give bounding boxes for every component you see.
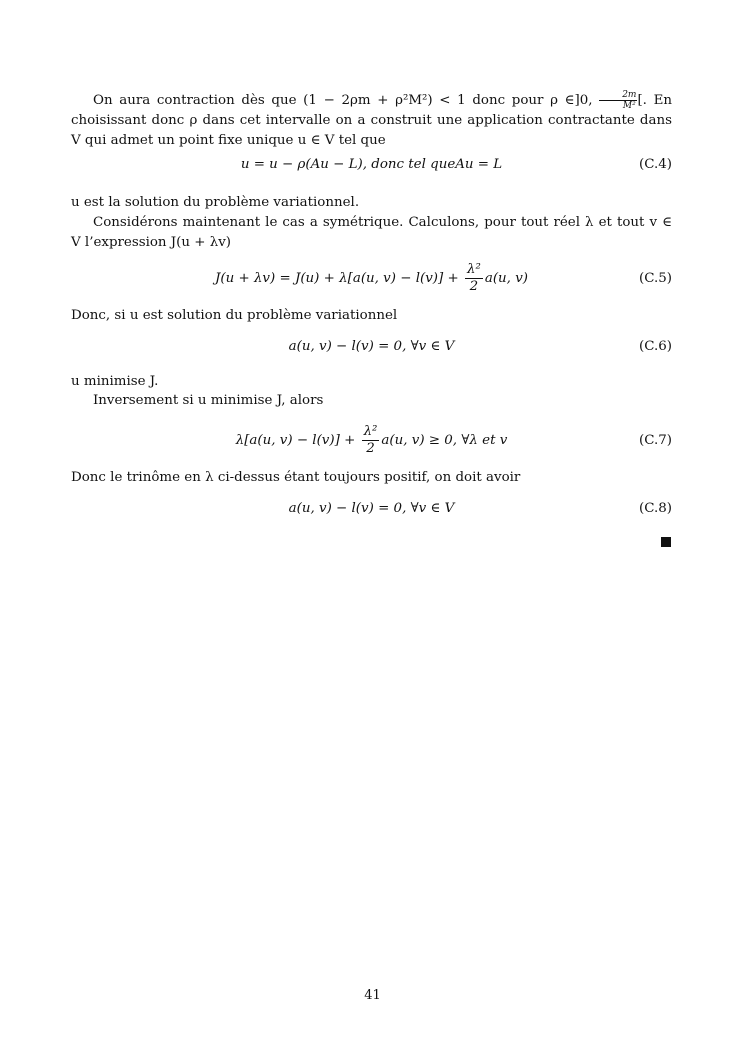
inline-fraction-2m-over-M2 [599, 90, 637, 111]
equation-c4 [71, 157, 672, 183]
equation-c7-fraction-denominator: 2 [366, 441, 375, 456]
paragraph-solution [71, 193, 672, 213]
equation-c4-formula: u = u − ρ(Au − L), donc tel queAu = L [240, 157, 503, 172]
equation-c5-left: J(u + λv) = J(u) + λ[a(u, v) − l(v)] + [215, 271, 459, 286]
equation-c7-left: λ[a(u, v) − l(v)] + [235, 433, 356, 448]
equation-c5 [71, 262, 672, 296]
page-number: 41 [364, 988, 381, 1003]
paragraph-symmetric-text: Considérons maintenant le cas a symétrique. Calculons, pour tout réel λ et tout v ∈ V l’expression J(u + λv) [71, 215, 672, 250]
inline-fraction-denominator: M² [622, 101, 636, 111]
equation-c6-formula: a(u, v) − l(v) = 0, ∀v ∈ V [288, 339, 455, 354]
paragraph-solution-text: u est la solution du problème variationnel. [71, 195, 360, 210]
equation-c8-formula: a(u, v) − l(v) = 0, ∀v ∈ V [288, 501, 455, 516]
paragraph-minimise-text: u minimise J. [71, 374, 159, 389]
equation-c6-number: (C.6) [639, 339, 672, 354]
equation-c4-number: (C.4) [639, 157, 672, 172]
paragraph-trinome-text: Donc le trinôme en λ ci-dessus étant toujours positif, on doit avoir [71, 470, 521, 485]
inline-fraction-numerator: 2m [599, 90, 637, 101]
equation-c8 [71, 501, 672, 527]
paragraph-minimise [71, 372, 672, 392]
paragraph-contraction-part-a: On aura contraction dès que (1 − 2ρm + ρ²M²) < 1 donc pour ρ ∈]0, [93, 93, 593, 108]
paragraph-contraction-part-b: [. En choisissant donc ρ dans cet intervalle on a construit une application contractante dans V qui admet un point fixe unique u ∈ V tel que [71, 93, 672, 148]
paragraph-conversely [71, 391, 672, 411]
equation-c8-number: (C.8) [639, 501, 672, 516]
equation-c5-number: (C.5) [639, 271, 672, 286]
paragraph-conversely-text: Inversement si u minimise J, alors [93, 393, 324, 408]
equation-c7-right: a(u, v) ≥ 0, ∀λ et v [381, 433, 508, 448]
equation-c5-fraction-numerator: λ² [466, 262, 481, 277]
paragraph-if-solution-text: Donc, si u est solution du problème variationnel [71, 308, 398, 323]
paragraph-if-solution [71, 306, 672, 326]
qed-square-icon [661, 537, 671, 547]
equation-c5-right: a(u, v) [484, 271, 528, 286]
equation-c7-fraction [362, 424, 380, 457]
equation-c7-number: (C.7) [639, 433, 672, 448]
equation-c7 [71, 424, 672, 458]
paragraph-contraction [71, 90, 672, 151]
equation-c5-formula [71, 262, 672, 296]
equation-c5-fraction [465, 262, 483, 295]
equation-c7-fraction-numerator: λ² [363, 424, 378, 439]
equation-c5-fraction-denominator: 2 [469, 279, 479, 294]
paragraph-symmetric [71, 213, 672, 253]
equation-c7-formula [71, 424, 672, 458]
equation-c6 [71, 339, 672, 365]
paragraph-trinome [71, 468, 672, 488]
